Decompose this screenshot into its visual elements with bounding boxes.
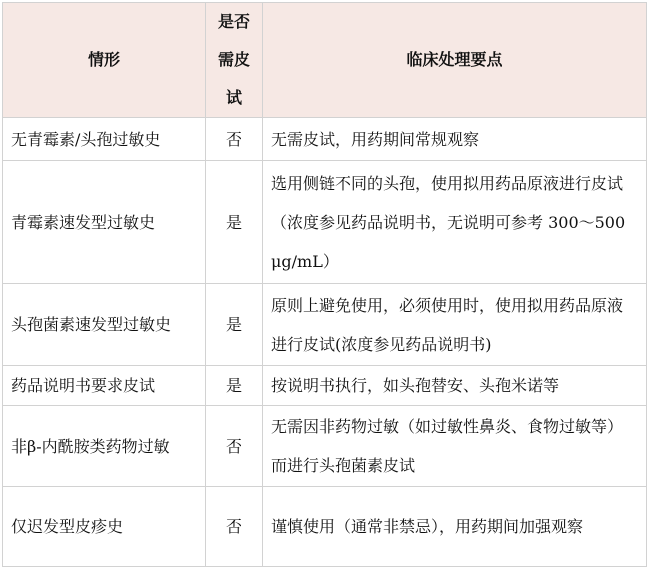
situation-cell: 青霉素速发型过敏史 [3, 161, 206, 284]
situation-cell: 仅迟发型皮疹史 [3, 487, 206, 567]
clinical-points-cell: 按说明书执行，如头孢替安、头孢米诺等 [263, 366, 647, 406]
header-clinical-points: 临床处理要点 [263, 3, 647, 118]
situation-cell: 无青霉素/头孢过敏史 [3, 118, 206, 161]
clinical-points-cell: 原则上避免使用，必须使用时，使用拟用药品原液进行皮试(浓度参见药品说明书) [263, 284, 647, 366]
header-skin-test: 是否需皮试 [206, 3, 263, 118]
skin-test-cell: 否 [206, 118, 263, 161]
header-row [3, 3, 647, 118]
table-row [3, 284, 647, 366]
clinical-points-cell: 选用侧链不同的头孢，使用拟用药品原液进行皮试（浓度参见药品说明书，无说明可参考 300～500 μg/mL） [263, 161, 647, 284]
table-body [3, 118, 647, 567]
situation-cell: 非β-内酰胺类药物过敏 [3, 406, 206, 487]
table-header [3, 3, 647, 118]
clinical-points-cell: 无需皮试，用药期间常规观察 [263, 118, 647, 161]
skin-test-cell: 否 [206, 487, 263, 567]
header-situation: 情形 [3, 3, 206, 118]
table-row [3, 487, 647, 567]
table-row [3, 118, 647, 161]
situation-cell: 药品说明书要求皮试 [3, 366, 206, 406]
clinical-points-cell: 无需因非药物过敏（如过敏性鼻炎、食物过敏等）而进行头孢菌素皮试 [263, 406, 647, 487]
skin-test-cell: 否 [206, 406, 263, 487]
skin-test-cell: 是 [206, 366, 263, 406]
skin-test-cell: 是 [206, 161, 263, 284]
table-row [3, 366, 647, 406]
skin-test-guideline-table [2, 2, 647, 567]
skin-test-cell: 是 [206, 284, 263, 366]
table-row [3, 161, 647, 284]
situation-cell: 头孢菌素速发型过敏史 [3, 284, 206, 366]
clinical-points-cell: 谨慎使用（通常非禁忌），用药期间加强观察 [263, 487, 647, 567]
table-row [3, 406, 647, 487]
